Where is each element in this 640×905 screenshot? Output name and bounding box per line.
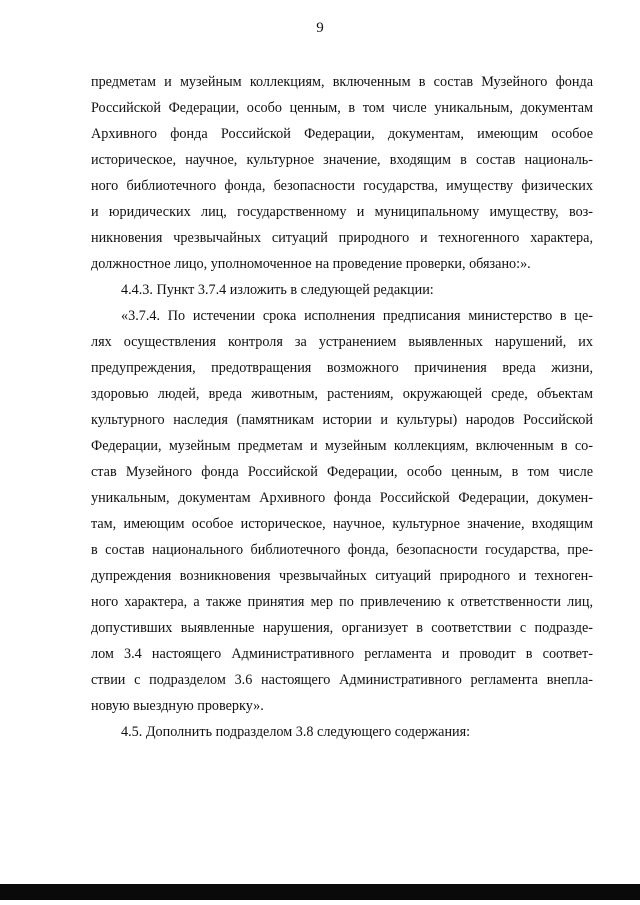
section-heading: 4.4.3. Пункт 3.7.4 изложить в следующей редакции:	[121, 282, 434, 298]
text-line: историческое, научное, культурное значение, входящим в состав националь-	[91, 152, 593, 168]
text-line: новую выездную проверку».	[91, 698, 264, 714]
text-line: ного характера, а также принятия мер по привлечению к ответственности лиц,	[91, 594, 593, 610]
text-line: лом 3.4 настоящего Административного регламента и проводит в соответ-	[91, 646, 593, 662]
text-line: здоровью людей, вреда животным, растениям, окружающей среде, объектам	[91, 386, 593, 402]
text-line: предметам и музейным коллекциям, включенным в состав Музейного фонда	[91, 74, 593, 90]
text-line: в состав национального библиотечного фонда, безопасности государства, пре-	[91, 542, 593, 558]
text-line: «3.7.4. По истечении срока исполнения предписания министерство в це-	[121, 308, 593, 324]
text-line: Архивного фонда Российской Федерации, документам, имеющим особое	[91, 126, 593, 142]
text-line: допустивших выявленные нарушения, организует в соответствии с подразде-	[91, 620, 593, 636]
text-line: там, имеющим особое историческое, научное, культурное значение, входящим	[91, 516, 593, 532]
text-line: дупреждения возникновения чрезвычайных ситуаций природного и техноген-	[91, 568, 593, 584]
page-number: 9	[316, 20, 324, 36]
text-line: став Музейного фонда Российской Федерации, особо ценным, в том числе	[91, 464, 593, 480]
text-line: и юридических лиц, государственному и муниципальному имуществу, воз-	[91, 204, 593, 220]
text-line: ствии с подразделом 3.6 настоящего Административного регламента внепла-	[91, 672, 593, 688]
text-line: уникальным, документам Архивного фонда Российской Федерации, докумен-	[91, 490, 593, 506]
section-heading: 4.5. Дополнить подразделом 3.8 следующего содержания:	[121, 724, 471, 740]
text-line: должностное лицо, уполномоченное на проведение проверки, обязано:».	[91, 256, 531, 272]
text-line: Федерации, музейным предметам и музейным коллекциям, включенным в со-	[91, 438, 593, 454]
text-line: Российской Федерации, особо ценным, в том числе уникальным, документам	[91, 100, 593, 116]
text-line: никновения чрезвычайных ситуаций природного и техногенного характера,	[91, 230, 593, 246]
text-line: культурного наследия (памятникам истории и культуры) народов Российской	[91, 412, 593, 428]
scan-edge-bar	[0, 884, 640, 900]
text-line: ного библиотечного фонда, безопасности государства, имуществу физических	[91, 178, 593, 194]
text-line: предупреждения, предотвращения возможного причинения вреда жизни,	[91, 360, 593, 376]
text-line: лях осуществления контроля за устранением выявленных нарушений, их	[91, 334, 593, 350]
